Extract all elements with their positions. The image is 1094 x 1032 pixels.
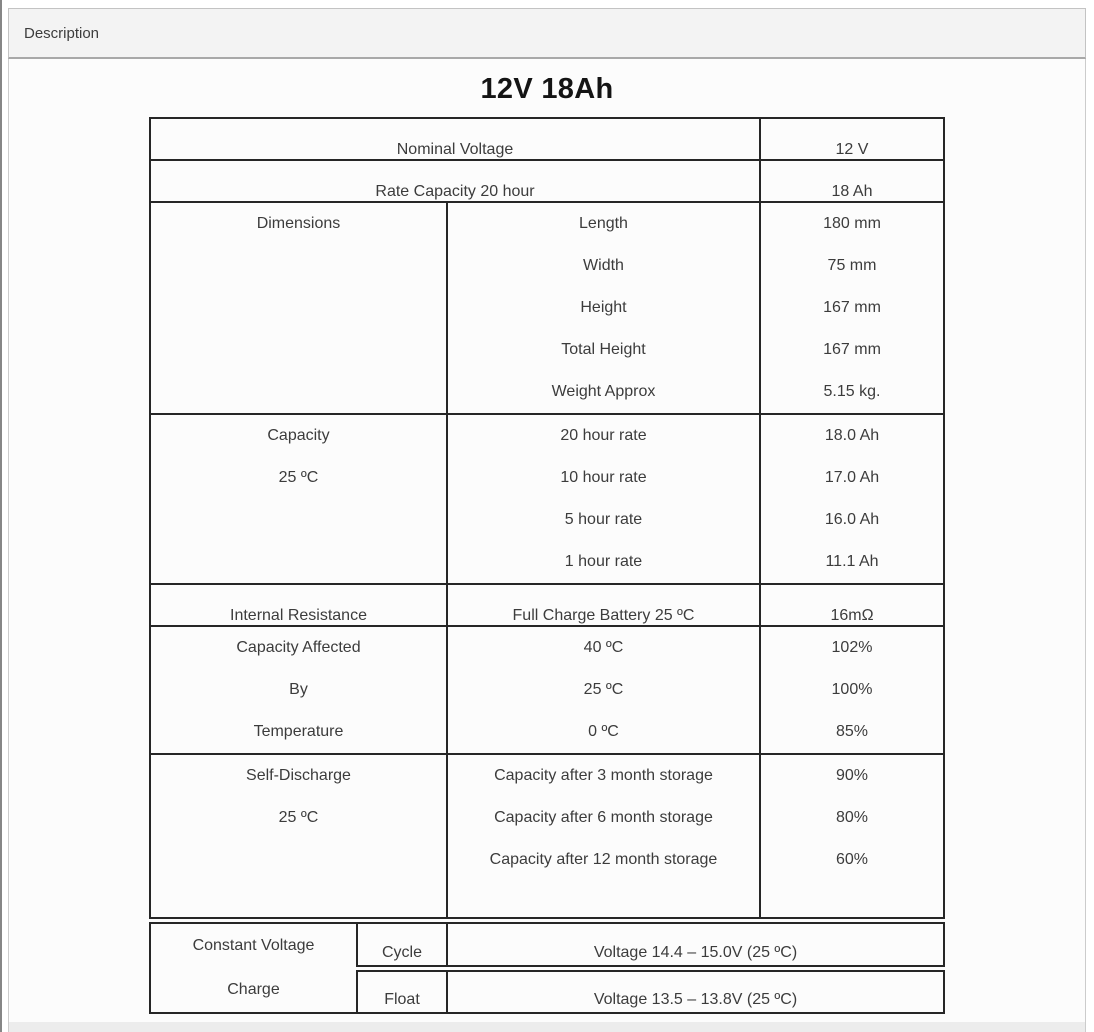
spec-value: 85% (835, 723, 869, 740)
charge-mode-value: Voltage 13.5 – 13.8V (25 ºC) (447, 968, 944, 1013)
spec-label: Nominal Voltage (150, 118, 760, 160)
spec-value: 60% (835, 851, 869, 868)
spec-value: 100% (831, 681, 873, 698)
spec-value: 16mΩ (760, 584, 944, 626)
spec-label: 10 hour rate (560, 469, 647, 486)
table-row-capacity (150, 414, 944, 584)
spec-value: 180 mm (823, 215, 881, 232)
spec-condition: Full Charge Battery 25 ºC (447, 584, 760, 626)
section-values-cell (760, 626, 944, 754)
section-title: Constant Voltage (192, 937, 315, 954)
table-row-rate-capacity (150, 160, 944, 202)
spec-label: Width (583, 257, 624, 274)
spec-label: 40 ºC (583, 639, 624, 656)
charge-mode-label: Cycle (357, 923, 447, 968)
section-title-cell (150, 923, 357, 1013)
section-labels-cell (447, 626, 760, 754)
section-title: By (289, 681, 308, 698)
page-title: 12V 18Ah (480, 73, 614, 105)
spec-value: 90% (835, 767, 869, 784)
bottom-strip (9, 1022, 1085, 1032)
section-title: Charge (227, 981, 280, 998)
spec-value: 167 mm (823, 341, 881, 358)
spec-value: 80% (835, 809, 869, 826)
table-row-dimensions (150, 202, 944, 414)
spec-label: Capacity after 6 month storage (494, 809, 713, 826)
section-values-cell (760, 754, 944, 918)
table-row-internal-resistance (150, 584, 944, 626)
section-title: Dimensions (256, 215, 341, 232)
spec-value: 17.0 Ah (824, 469, 880, 486)
charge-table (149, 922, 945, 1014)
section-title: Capacity Affected (236, 639, 361, 656)
charge-mode-label: Float (357, 968, 447, 1013)
spec-label: Capacity after 3 month storage (494, 767, 713, 784)
spec-label: 1 hour rate (564, 553, 643, 570)
spec-label: Internal Resistance (150, 584, 447, 626)
table-row-capacity-temperature (150, 626, 944, 754)
table-row-nominal-voltage (150, 118, 944, 160)
table-row-cycle (150, 923, 944, 968)
spec-label: Height (580, 299, 627, 316)
spec-value: 16.0 Ah (824, 511, 880, 528)
description-content (8, 59, 1086, 1032)
tab-description[interactable]: Description (24, 24, 100, 42)
section-title: Temperature (253, 723, 344, 740)
section-title-cell (150, 414, 447, 584)
section-title-cell (150, 626, 447, 754)
spec-label: Rate Capacity 20 hour (150, 160, 760, 202)
spec-label: Length (579, 215, 628, 232)
section-labels-cell (447, 202, 760, 414)
section-title-cell (150, 202, 447, 414)
spec-label: 25 ºC (583, 681, 624, 698)
section-title-cell (150, 754, 447, 918)
section-title: Capacity (267, 427, 330, 444)
description-panel (8, 8, 1086, 1032)
spec-label: 5 hour rate (564, 511, 643, 528)
tab-bar (8, 8, 1086, 59)
spec-label: Total Height (561, 341, 646, 358)
spec-label: Capacity after 12 month storage (489, 851, 718, 868)
table-row-self-discharge (150, 754, 944, 918)
section-values-cell (760, 414, 944, 584)
spec-label: Weight Approx (551, 383, 656, 400)
page-left-edge (0, 0, 2, 1032)
spec-value: 167 mm (823, 299, 881, 316)
section-labels-cell (447, 414, 760, 584)
spec-label: 0 ºC (588, 723, 619, 740)
spec-value: 18 Ah (760, 160, 944, 202)
section-subtitle: 25 ºC (278, 469, 319, 486)
spec-value: 11.1 Ah (825, 553, 879, 570)
spec-label: 20 hour rate (560, 427, 647, 444)
section-subtitle: 25 ºC (278, 809, 319, 826)
spec-table (149, 117, 945, 919)
spec-value: 18.0 Ah (824, 427, 880, 444)
spec-value: 102% (831, 639, 873, 656)
section-values-cell (760, 202, 944, 414)
section-labels-cell (447, 754, 760, 918)
charge-mode-value: Voltage 14.4 – 15.0V (25 ºC) (447, 923, 944, 968)
spec-value: 12 V (760, 118, 944, 160)
spec-value: 75 mm (827, 257, 877, 274)
spec-value: 5.15 kg. (823, 383, 881, 400)
section-title: Self-Discharge (246, 767, 351, 784)
